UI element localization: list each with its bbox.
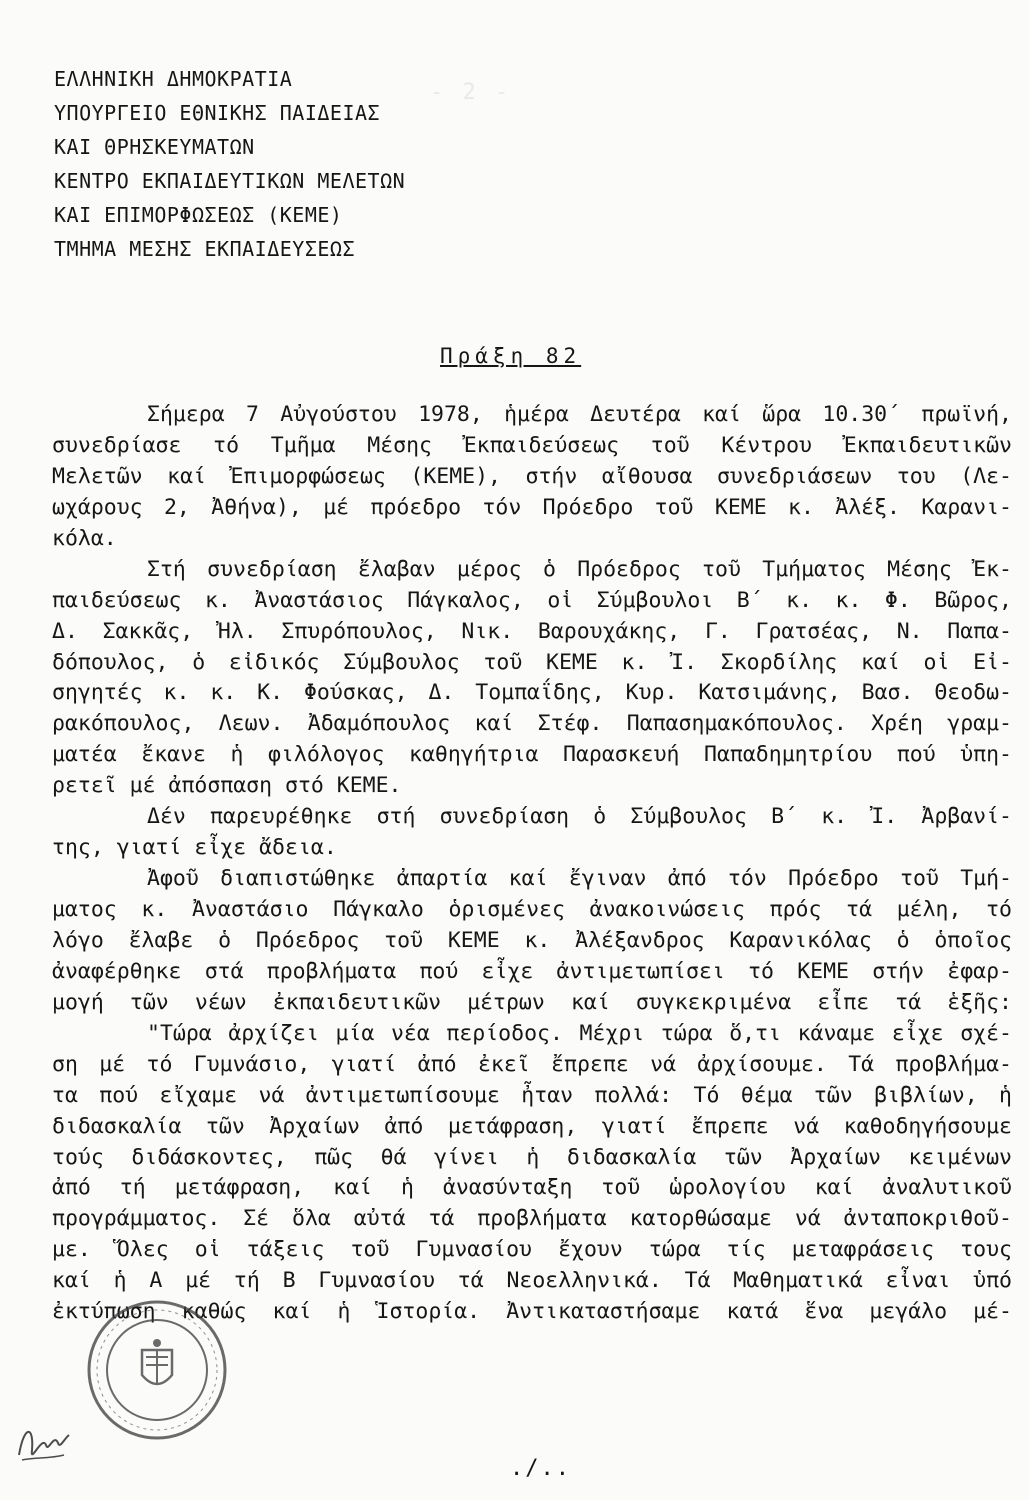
letterhead-line: ΤΜΗΜΑ ΜΕΣΗΣ ΕΚΠΑΙΔΕΥΣΕΩΣ [54, 237, 355, 261]
body-line: τούς διδάσκοντες, πῶς θά γίνει ἡ διδασκαλία τῶν Ἀρχαίων κειμένων [52, 1144, 1012, 1170]
body-line: Σήμερα 7 Αὐγούστου 1978, ἡμέρα Δευτέρα καί ὥρα 10.30΄ πρωϊνή, [147, 402, 1012, 427]
body-line: ἀναφέρθηκε στά προβλήματα πού εἶχε ἀντιμετωπίσει τό ΚΕΜΕ στήν ἐφαρ- [52, 958, 1012, 984]
body-line: σηγητές κ. κ. Κ. Φούσκας, Δ. Τομπαΐδης, Κυρ. Κατσιμάνης, Βασ. Θεοδω- [52, 680, 1012, 706]
body-line: ρακόπουλος, Λεων. Ἀδαμόπουλος καί Στέφ. Παπασημακόπουλος. Χρέη γραμ- [52, 711, 1012, 737]
page-continuation-mark: ./.. [510, 1456, 571, 1481]
body-line: της, γιατί εἶχε ἄδεια. [52, 835, 337, 861]
body-line: λόγο ἔλαβε ὁ Πρόεδρος τοῦ ΚΕΜΕ κ. Ἀλέξανδρος Καρανικόλας ὁ ὁποῖος [52, 927, 1012, 953]
letterhead-line: ΥΠΟΥΡΓΕΙΟ ΕΘΝΙΚΗΣ ΠΑΙΔΕΙΑΣ [54, 101, 381, 125]
body-line: μογή τῶν νέων ἐκπαιδευτικῶν μέτρων καί συγκεκριμένα εἶπε τά ἑξῆς: [52, 989, 1012, 1015]
bleed-through-page-number: - 2 - [430, 80, 512, 105]
body-line: Στή συνεδρίαση ἔλαβαν μέρος ὁ Πρόεδρος τοῦ Τμήματος Μέσης Ἐκ- [147, 556, 1012, 582]
body-line: Μελετῶν καί Ἐπιμορφώσεως (ΚΕΜΕ), στήν αἴθουσα συνεδριάσεων του (Λε- [52, 463, 1012, 489]
body-line: ρετεῖ μέ ἀπόσπαση στό ΚΕΜΕ. [52, 773, 402, 799]
body-line: ματος κ. Ἀναστάσιο Πάγκαλο ὁρισμένες ἀνακοινώσεις πρός τά μέλη, τό [52, 897, 1012, 922]
letterhead-line: ΚΑΙ ΕΠΙΜΟΡΦΩΣΕΩΣ (ΚΕΜΕ) [54, 203, 343, 227]
body-line: "Τώρα ἀρχίζει μία νέα περίοδος. Μέχρι τώρα ὅ,τι κάναμε εἶχε σχέ- [147, 1020, 1012, 1046]
body-line: Ἀφοῦ διαπιστώθηκε ἀπαρτία καί ἔγιναν ἀπό τόν Πρόεδρο τοῦ Τμή- [147, 866, 1012, 892]
body-line: παιδεύσεως κ. Ἀναστάσιος Πάγκαλος, οἱ Σύμβουλοι Β΄ κ. κ. Φ. Βῶρος, [52, 587, 1012, 613]
body-line: Δέν παρευρέθηκε στή συνεδρίαση ὁ Σύμβουλος Β΄ κ. Ἰ. Ἀρβανί- [147, 804, 1012, 830]
handwritten-signature [14, 1415, 74, 1470]
body-line: διδασκαλία τῶν Ἀρχαίων ἀπό μετάφραση, γιατί ἔπρεπε νά καθοδηγήσουμε [52, 1113, 1012, 1139]
body-line: συνεδρίασε τό Τμῆμα Μέσης Ἐκπαιδεύσεως τοῦ Κέντρου Ἐκπαιδευτικῶν [52, 432, 1012, 458]
body-line: ωχάρους 2, Ἀθήνα), μέ πρόεδρο τόν Πρόεδρο τοῦ ΚΕΜΕ κ. Ἀλέξ. Καρανι- [52, 494, 1012, 520]
body-line: καί ἡ Α μέ τή Β Γυμνασίου τά Νεοελληνικά. Τά Μαθηματικά εἶναι ὑπό [52, 1268, 1012, 1294]
official-seal-stamp [82, 1295, 232, 1445]
document-body [52, 400, 1012, 1328]
body-line: ἐκτύπωση καθώς καί ἡ Ἱστορία. Ἀντικαταστήσαμε κατά ἕνα μεγάλο μέ- [52, 1299, 1012, 1325]
body-line: Δ. Σακκᾶς, Ἠλ. Σπυρόπουλος, Νικ. Βαρουχάκης, Γ. Γρατσέας, Ν. Παπα- [52, 618, 1012, 644]
document-title: Πράξη 82 [440, 344, 582, 368]
letterhead [54, 62, 405, 266]
letterhead-line: ΚΑΙ ΘΡΗΣΚΕΥΜΑΤΩΝ [54, 135, 255, 159]
body-line: με. Ὅλες οἱ τάξεις τοῦ Γυμνασίου ἔχουν τώρα τίς μεταφράσεις τους [52, 1237, 1012, 1263]
body-line: προγράμματος. Σέ ὅλα αὐτά τά προβλήματα κατορθώσαμε νά ἀνταποκριθοῦ- [52, 1206, 1012, 1232]
body-line: ἀπό τή μετάφραση, καί ἡ ἀνασύνταξη τοῦ ὡρολογίου καί ἀναλυτικοῦ [52, 1175, 1012, 1201]
body-line: κόλα. [52, 525, 117, 551]
body-line: ση μέ τό Γυμνάσιο, γιατί ἀπό ἐκεῖ ἔπρεπε νά ἀρχίσουμε. Τά προβλήμα- [52, 1051, 1012, 1077]
body-line: ματέα ἔκανε ἡ φιλόλογος καθηγήτρια Παρασκευή Παπαδημητρίου πού ὑπη- [52, 742, 1012, 768]
body-line: τα πού εἴχαμε νά ἀντιμετωπίσουμε ἦταν πολλά: Τό θέμα τῶν βιβλίων, ἡ [52, 1082, 1012, 1108]
letterhead-line: ΕΛΛΗΝΙΚΗ ΔΗΜΟΚΡΑΤΙΑ [54, 67, 293, 91]
body-line: δόπουλος, ὁ εἰδικός Σύμβουλος τοῦ ΚΕΜΕ κ. Ἰ. Σκορδίλης καί οἱ Εἰ- [52, 649, 1012, 675]
letterhead-line: ΚΕΝΤΡΟ ΕΚΠΑΙΔΕΥΤΙΚΩΝ ΜΕΛΕΤΩΝ [54, 169, 406, 193]
